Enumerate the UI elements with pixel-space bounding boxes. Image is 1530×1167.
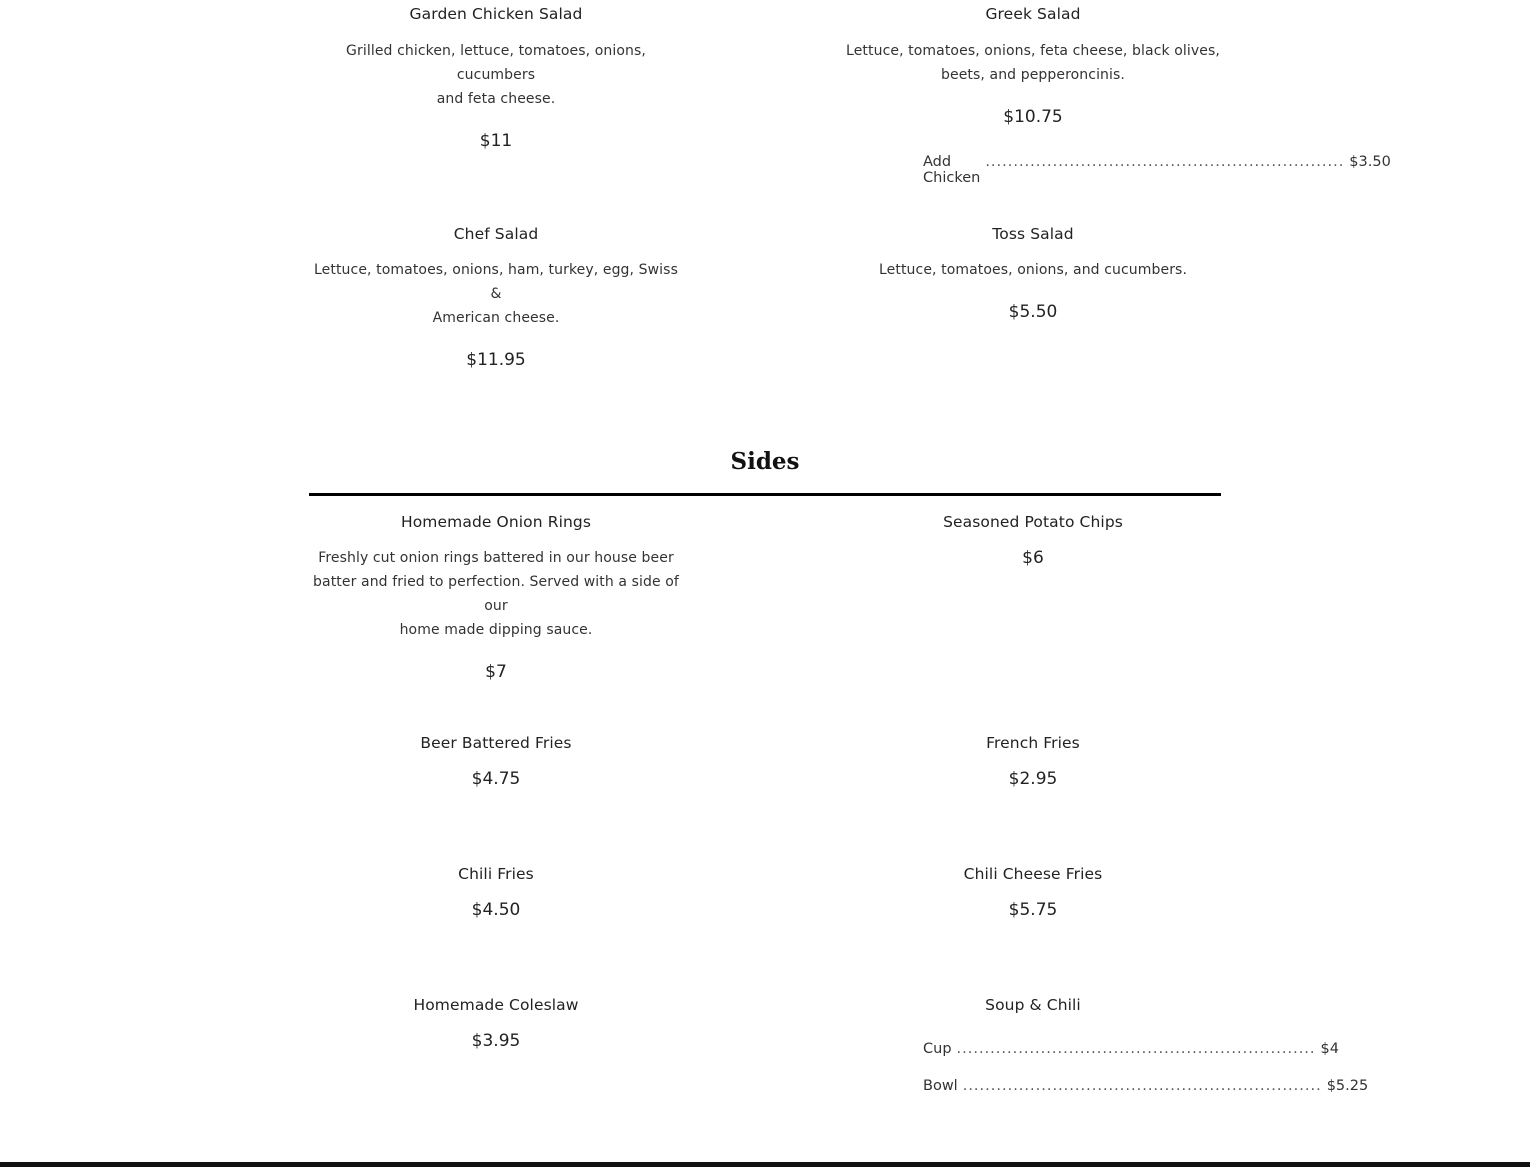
item-name: Chili Fries xyxy=(458,865,534,883)
menu-item-toss-salad xyxy=(846,225,1220,322)
addon-price: $3.50 xyxy=(1349,154,1391,170)
menu-item-beer-battered-fries xyxy=(309,734,683,789)
item-description: Lettuce, tomatoes, onions, feta cheese, black olives, beets, and pepperoncinis. xyxy=(846,43,1220,83)
item-price: $4.75 xyxy=(471,769,521,789)
footer-bar xyxy=(0,1162,1530,1167)
item-price: $6 xyxy=(1022,548,1044,568)
item-name: Beer Battered Fries xyxy=(420,734,572,752)
menu-item-french-fries xyxy=(846,734,1220,789)
menu-item-soup-and-chili xyxy=(846,996,1220,1014)
item-price: $3.95 xyxy=(471,1031,521,1051)
item-name: French Fries xyxy=(986,734,1080,752)
item-price: $10.75 xyxy=(1003,107,1063,127)
item-description: Lettuce, tomatoes, onions, ham, turkey, egg, Swiss & American cheese. xyxy=(314,262,678,326)
item-price: $2.95 xyxy=(1008,769,1058,789)
item-description: Grilled chicken, lettuce, tomatoes, onions, cucumbers and feta cheese. xyxy=(346,43,646,107)
item-description: Lettuce, tomatoes, onions, and cucumbers. xyxy=(879,262,1187,278)
item-price: $11 xyxy=(479,131,513,151)
item-price: $4.50 xyxy=(471,900,521,920)
menu-item-seasoned-potato-chips xyxy=(846,513,1220,568)
item-price: $11.95 xyxy=(466,350,526,370)
menu-item-chef-salad xyxy=(309,225,683,370)
option-label: Bowl xyxy=(923,1078,958,1094)
option-row-cup xyxy=(923,1041,1339,1057)
item-name: Garden Chicken Salad xyxy=(409,5,583,23)
menu-item-garden-chicken-salad xyxy=(309,5,683,151)
item-name: Seasoned Potato Chips xyxy=(943,513,1123,531)
section-title-sides: Sides xyxy=(730,448,800,475)
menu-item-homemade-coleslaw xyxy=(309,996,683,1051)
dot-leader: ................................................................ xyxy=(956,1041,1316,1057)
item-name: Greek Salad xyxy=(985,5,1081,23)
dot-leader: ................................................................ xyxy=(962,1078,1322,1094)
item-price: $5.75 xyxy=(1008,900,1058,920)
menu-item-homemade-onion-rings xyxy=(309,513,683,682)
item-name: Chef Salad xyxy=(453,225,539,243)
menu-item-greek-salad xyxy=(846,5,1220,127)
item-name: Homemade Coleslaw xyxy=(413,996,579,1014)
item-price: $7 xyxy=(485,662,507,682)
item-name: Soup & Chili xyxy=(985,996,1081,1014)
option-row-bowl xyxy=(923,1078,1369,1094)
option-price: $4 xyxy=(1320,1041,1339,1057)
option-label: Cup xyxy=(923,1041,952,1057)
item-name: Homemade Onion Rings xyxy=(400,513,592,531)
section-divider xyxy=(309,493,1221,496)
menu-item-chili-fries xyxy=(309,865,683,920)
dot-leader: ................................................................ xyxy=(985,154,1345,170)
addon-row-add-chicken xyxy=(923,154,1391,186)
menu-item-chili-cheese-fries xyxy=(846,865,1220,920)
addon-label: Add Chicken xyxy=(923,154,981,186)
item-price: $5.50 xyxy=(1008,302,1058,322)
item-name: Toss Salad xyxy=(992,225,1074,243)
option-price: $5.25 xyxy=(1326,1078,1369,1094)
item-name: Chili Cheese Fries xyxy=(963,865,1103,883)
item-description: Freshly cut onion rings battered in our house beer batter and fried to perfection. Served with a side of our home made dipping sauce. xyxy=(313,550,679,638)
